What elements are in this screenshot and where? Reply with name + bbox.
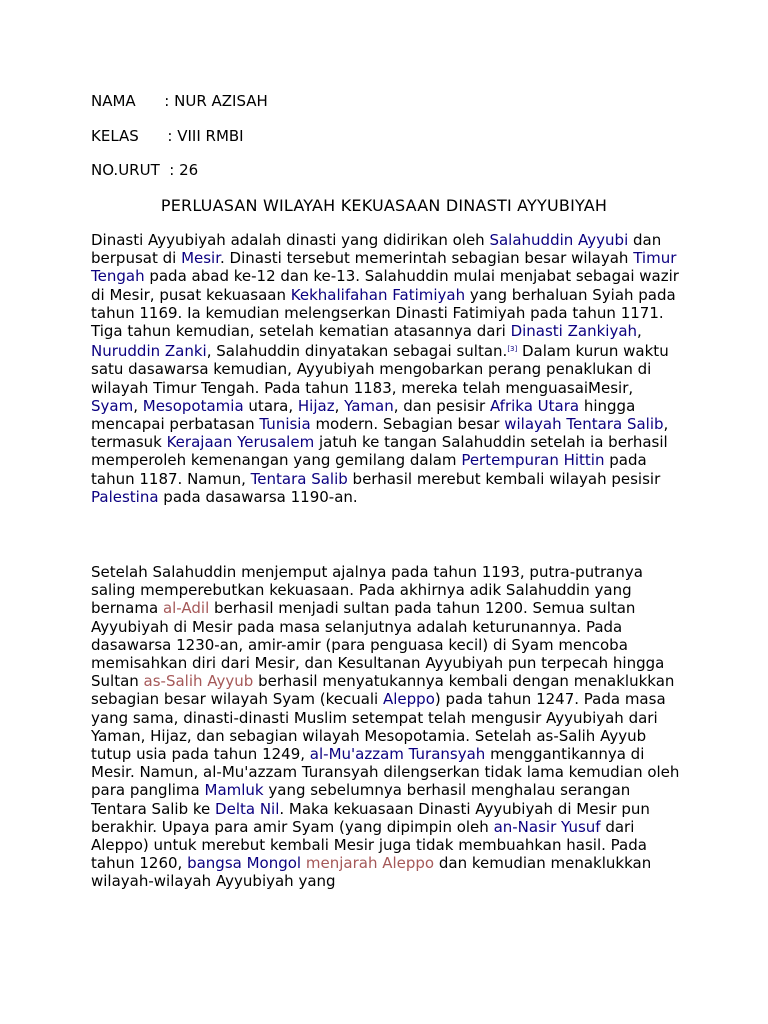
text-segment: dari Aleppo) untuk merebut kembali Mesir juga tidak membuahkan hasil. Pada tahun 1260, [91, 817, 647, 873]
text-segment: berhasil menjadi sultan pada tahun 1200. Semua sultan Ayyubiyah di Mesir pada masa selanjutnya adalah keturunannya. Pada dasawarsa 1230-an, amir-amir (para penguasa kecil) di Syam mencoba memisahkan diri dari Mesir, dan Kesultanan Ayyubiyah pun terpecah hingga Sultan [91, 599, 665, 691]
wiki-link[interactable]: Kerajaan Yerusalem [166, 433, 315, 452]
text-segment: jatuh ke tangan Salahuddin setelah ia berhasil memperoleh kemenangan yang gemilang dalam [91, 433, 668, 470]
wiki-link[interactable]: Kekhalifahan Fatimiyah [290, 285, 466, 304]
wiki-link-missing-page[interactable]: al-Adil [162, 599, 210, 618]
wiki-link[interactable]: Delta Nil [215, 799, 280, 818]
wiki-link[interactable]: Salahuddin Ayyubi [489, 231, 629, 249]
text-segment: Dinasti Ayyubiyah adalah dinasti yang didirikan oleh [91, 231, 490, 249]
text-segment: Setelah Salahuddin menjemput ajalnya pada tahun 1193, putra-putranya saling memperebutkan kekuasaan. Pada akhirnya adik Salahuddin yang bernama [91, 563, 643, 618]
text-segment: , [133, 396, 143, 415]
wiki-link[interactable]: Afrika Utara [489, 396, 580, 415]
wiki-link[interactable]: Yaman [344, 396, 394, 415]
wiki-link-missing-page[interactable]: menjarah Aleppo [305, 854, 435, 873]
text-segment: ) pada tahun 1247. Pada masa yang sama, dinasti-dinasti Muslim setempat telah mengusir Ayyubiyah dari Yaman, Hijaz, dan sebagian wilayah Mesopotamia. Setelah as-Salih Ayyub tutup usia pada tahun 1249, [91, 690, 666, 764]
text-segment: . Dinasti tersebut memerintah sebagian besar wilayah [220, 249, 634, 268]
document-title: PERLUASAN WILAYAH KEKUASAAN DINASTI AYYUBIYAH [160, 196, 608, 215]
student-number-line: NO.URUT : 26 [91, 161, 199, 179]
text-segment: utara, [243, 396, 298, 415]
wiki-link-missing-page[interactable]: as-Salih Ayyub [143, 672, 254, 691]
text-segment: , [637, 322, 642, 341]
student-name-line: NAMA : NUR AZISAH [91, 92, 268, 110]
text-segment: , dan pesisir [393, 396, 490, 415]
wiki-link[interactable]: Tentara Salib [250, 469, 348, 488]
wiki-link[interactable]: Dinasti Zankiyah [510, 322, 638, 341]
text-segment: berhasil menyatukannya kembali dengan menaklukkan sebagian besar wilayah Syam (kecuali [91, 672, 675, 709]
wiki-link[interactable]: Timur Tengah [91, 249, 677, 286]
text-segment: berhasil merebut kembali wilayah pesisir [347, 469, 661, 488]
text-segment: menggantikannya di Mesir. Namun, al-Mu'azzam Turansyah dilengserkan tidak lama kemudian oleh para panglima [91, 745, 680, 800]
text-segment: modern. Sebagian besar [310, 415, 505, 434]
text-segment: dan kemudian menaklukkan wilayah-wilayah Ayyubiyah yang [91, 854, 652, 891]
wiki-link[interactable]: Mamluk [204, 781, 264, 800]
text-segment: dan berpusat di [91, 231, 662, 268]
wiki-link[interactable]: an-Nasir Yusuf [493, 817, 601, 836]
text-segment: yang sebelumnya berhasil menghalau serangan Tentara Salib ke [91, 781, 631, 818]
wiki-link[interactable]: Mesopotamia [142, 396, 244, 415]
wiki-link[interactable]: wilayah Tentara Salib [504, 415, 664, 434]
wiki-link[interactable]: Nuruddin Zanki [91, 342, 207, 361]
wiki-link[interactable]: Aleppo [383, 690, 435, 709]
text-segment: pada dasawarsa 1190-an. [158, 487, 358, 506]
student-class-line: KELAS : VIII RMBI [91, 127, 244, 145]
wiki-link[interactable]: Mesir [181, 249, 221, 268]
citation-reference[interactable]: [3] [507, 345, 518, 354]
wiki-link[interactable]: Pertempuran Hittin [461, 451, 605, 470]
text-segment: , termasuk [91, 415, 669, 452]
text-segment: yang berhaluan Syiah pada tahun 1169. Ia kemudian melengserkan Dinasti Fatimiyah pada tahun 1171. Tiga tahun kemudian, setelah kematian atasannya dari [91, 285, 676, 341]
wiki-link[interactable]: Syam [91, 396, 134, 415]
wiki-link[interactable]: Hijaz [297, 396, 335, 415]
wiki-link[interactable]: Tunisia [259, 415, 311, 434]
paragraph-1 [91, 231, 683, 506]
wiki-link[interactable]: bangsa Mongol [187, 854, 302, 873]
text-segment: pada tahun 1187. Namun, [91, 451, 647, 488]
wiki-link[interactable]: al-Mu'azzam Turansyah [309, 745, 486, 764]
text-segment: pada abad ke-12 dan ke-13. Salahuddin mulai menjabat sebagai wazir di Mesir, pusat kekuasaan [91, 267, 679, 304]
text-segment: , Salahuddin dinyatakan sebagai sultan. [206, 342, 508, 361]
paragraph-2 [91, 563, 683, 891]
text-segment: hingga mencapai perbatasan [91, 396, 636, 434]
wiki-link[interactable]: Palestina [91, 487, 159, 506]
text-segment: , [334, 396, 345, 415]
text-segment: . Maka kekuasaan Dinasti Ayyubiyah di Mesir pun berakhir. Upaya para amir Syam (yang dipimpin oleh [91, 799, 650, 836]
text-segment: Dalam kurun waktu satu dasawarsa kemudian, Ayyubiyah mengobarkan perang penaklukan di wilayah Timur Tengah. Pada tahun 1183, mereka telah menguasaiMesir, [91, 342, 669, 397]
